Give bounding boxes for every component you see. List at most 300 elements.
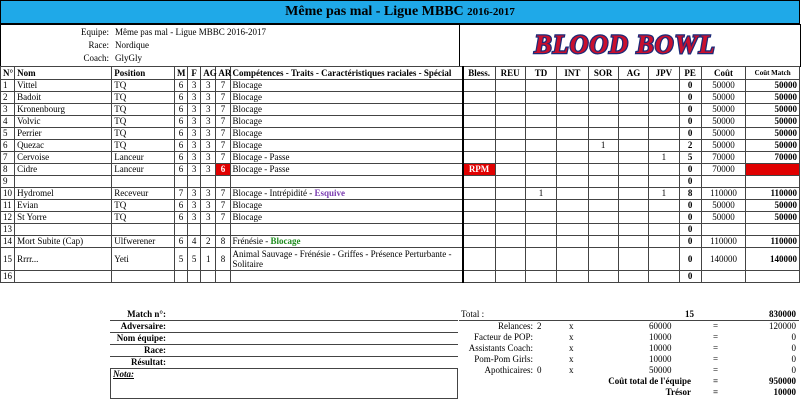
player-position: Lanceur xyxy=(112,164,175,176)
player-ar: 7 xyxy=(216,128,230,140)
skills-text: Frénésie - xyxy=(232,236,271,246)
player-td xyxy=(525,271,556,283)
col-nom: Nom xyxy=(15,67,112,80)
player-pe: 8 xyxy=(679,188,701,200)
player-cout-match xyxy=(746,224,800,236)
player-f: 3 xyxy=(188,104,201,116)
player-cout: 50000 xyxy=(701,80,746,92)
cost-eq: = xyxy=(713,365,719,375)
skills-text: Blocage - Intrépidité - xyxy=(232,188,315,198)
player-cout: 70000 xyxy=(701,152,746,164)
cost-label: Apothicaires: xyxy=(484,365,533,375)
player-m: 6 xyxy=(174,200,187,212)
player-f: 3 xyxy=(188,188,201,200)
player-f xyxy=(188,176,201,188)
player-ar: 7 xyxy=(216,104,230,116)
player-m: 6 xyxy=(174,80,187,92)
player-sor xyxy=(588,188,618,200)
player-ar: 7 xyxy=(216,80,230,92)
player-name xyxy=(15,224,112,236)
player-ag-stat xyxy=(618,128,648,140)
player-number: 15 xyxy=(1,248,15,271)
player-name: Cervoise xyxy=(15,152,112,164)
player-sor xyxy=(588,92,618,104)
player-skills xyxy=(230,164,463,176)
title-main: Même pas mal - Ligue MBBC xyxy=(285,4,464,19)
player-row xyxy=(1,92,800,104)
player-int xyxy=(557,80,588,92)
player-pe: 0 xyxy=(679,271,701,283)
race-label: Race: xyxy=(88,40,109,50)
player-m: 6 xyxy=(174,104,187,116)
player-ar xyxy=(216,176,230,188)
player-ag-stat xyxy=(618,224,648,236)
player-jpv xyxy=(649,248,679,271)
race-value: Nordique xyxy=(115,40,149,50)
col-ag2: AG xyxy=(618,67,648,80)
player-jpv xyxy=(649,92,679,104)
roster-header-row xyxy=(1,67,800,80)
match-row xyxy=(110,309,458,321)
total-cout: 830000 xyxy=(769,309,796,319)
player-skills xyxy=(230,236,463,248)
player-ag-stat xyxy=(618,200,648,212)
player-number: 5 xyxy=(1,128,15,140)
adversaire-label: Adversaire: xyxy=(120,321,166,331)
player-sor xyxy=(588,128,618,140)
player-cout: 50000 xyxy=(701,116,746,128)
player-bless xyxy=(463,128,495,140)
player-int xyxy=(557,188,588,200)
player-sor xyxy=(588,104,618,116)
player-row xyxy=(1,188,800,200)
player-m: 6 xyxy=(174,116,187,128)
player-ag: 3 xyxy=(201,80,216,92)
player-ag-stat xyxy=(618,92,648,104)
player-cout: 70000 xyxy=(701,164,746,176)
player-sor xyxy=(588,152,618,164)
player-cout-match: 50000 xyxy=(746,104,800,116)
player-td xyxy=(525,224,556,236)
skills-text: Blocage xyxy=(232,212,263,222)
player-f: 4 xyxy=(188,236,201,248)
equipe-value: Même pas mal - Ligue MBBC 2016-2017 xyxy=(115,27,266,37)
player-ag-stat xyxy=(618,164,648,176)
col-f: F xyxy=(188,67,201,80)
player-td xyxy=(525,80,556,92)
player-row xyxy=(1,128,800,140)
player-skills xyxy=(230,104,463,116)
player-cout-match: 50000 xyxy=(746,212,800,224)
race-adv-row xyxy=(110,345,458,357)
player-ag-stat xyxy=(618,116,648,128)
player-int xyxy=(557,92,588,104)
player-cout: 140000 xyxy=(701,248,746,271)
player-skills xyxy=(230,140,463,152)
player-name: Perrier xyxy=(15,128,112,140)
cost-unit: 10000 xyxy=(649,354,672,364)
col-bless: Bless. xyxy=(463,67,495,80)
player-ag-stat xyxy=(618,212,648,224)
player-sor xyxy=(588,116,618,128)
player-ag-stat xyxy=(618,271,648,283)
player-name: Cidre xyxy=(15,164,112,176)
player-ar xyxy=(216,271,230,283)
skills-text: Blocage xyxy=(232,92,263,102)
cost-label: Relances: xyxy=(498,321,533,331)
player-ag-stat xyxy=(618,176,648,188)
player-position: Receveur xyxy=(112,188,175,200)
player-position: TQ xyxy=(112,128,175,140)
player-jpv xyxy=(649,224,679,236)
player-cout-match: 50000 xyxy=(746,200,800,212)
player-pe: 0 xyxy=(679,200,701,212)
player-position: TQ xyxy=(112,212,175,224)
skill-gained: Blocage xyxy=(270,236,301,246)
cost-total: 0 xyxy=(791,365,796,375)
player-name: Badoit xyxy=(15,92,112,104)
player-ar: 7 xyxy=(216,200,230,212)
player-m: 6 xyxy=(174,212,187,224)
resultat-row xyxy=(110,357,458,369)
total-row xyxy=(459,309,799,321)
player-ar: 8 xyxy=(216,236,230,248)
player-ag: 3 xyxy=(201,200,216,212)
totals-panel xyxy=(459,309,799,398)
player-ar: 7 xyxy=(216,212,230,224)
player-skills xyxy=(230,116,463,128)
cost-times: x xyxy=(569,332,574,342)
player-m xyxy=(174,224,187,236)
player-reu xyxy=(495,116,525,128)
player-pe: 2 xyxy=(679,140,701,152)
player-ag-stat xyxy=(618,236,648,248)
cost-total: 120000 xyxy=(769,321,796,331)
player-f xyxy=(188,271,201,283)
player-skills xyxy=(230,80,463,92)
player-sor xyxy=(588,176,618,188)
player-pe: 0 xyxy=(679,116,701,128)
player-number: 14 xyxy=(1,236,15,248)
skills-text: Blocage xyxy=(232,140,263,150)
player-ar xyxy=(216,224,230,236)
player-cout-match: 50000 xyxy=(746,140,800,152)
player-bless xyxy=(463,271,495,283)
player-f: 3 xyxy=(188,140,201,152)
player-reu xyxy=(495,164,525,176)
player-number: 16 xyxy=(1,271,15,283)
team-cost-row xyxy=(459,376,799,387)
col-jpv: JPV xyxy=(649,67,679,80)
player-td xyxy=(525,164,556,176)
player-reu xyxy=(495,224,525,236)
player-cout xyxy=(701,271,746,283)
team-cost-value: 950000 xyxy=(769,376,796,386)
player-jpv xyxy=(649,116,679,128)
player-pe: 0 xyxy=(679,236,701,248)
team-cost-label: Coût total de l'équipe xyxy=(608,376,691,386)
player-ag: 3 xyxy=(201,116,216,128)
player-name: Volvic xyxy=(15,116,112,128)
cost-row xyxy=(459,365,799,376)
cost-label: Pom-Pom Girls: xyxy=(474,354,533,364)
coach-value: GlyGly xyxy=(115,53,142,63)
player-td xyxy=(525,92,556,104)
col-td: TD xyxy=(525,67,556,80)
player-name: St Yorre xyxy=(15,212,112,224)
player-pe: 0 xyxy=(679,248,701,271)
player-f xyxy=(188,224,201,236)
player-f: 3 xyxy=(188,164,201,176)
adversaire-row xyxy=(110,321,458,333)
player-ag: 3 xyxy=(201,104,216,116)
skill-gained: Esquive xyxy=(314,188,346,198)
logo-area xyxy=(459,24,801,67)
player-bless xyxy=(463,224,495,236)
player-number: 2 xyxy=(1,92,15,104)
player-pe: 0 xyxy=(679,104,701,116)
player-number: 4 xyxy=(1,116,15,128)
col-pe: PE xyxy=(679,67,701,80)
col-skills: Compétences - Traits - Caractéristiques raciales - Spécial xyxy=(230,67,463,80)
player-position: TQ xyxy=(112,80,175,92)
cost-qty: 2 xyxy=(537,321,542,331)
player-row xyxy=(1,271,800,283)
col-m: M xyxy=(174,67,187,80)
player-ar: 7 xyxy=(216,140,230,152)
player-ar: 7 xyxy=(216,152,230,164)
player-bless xyxy=(463,248,495,271)
player-ag-stat xyxy=(618,140,648,152)
skills-text: Blocage xyxy=(232,80,263,90)
cost-total: 0 xyxy=(791,332,796,342)
col-sor: SOR xyxy=(588,67,618,80)
player-reu xyxy=(495,152,525,164)
player-cout-match: 50000 xyxy=(746,116,800,128)
player-row xyxy=(1,236,800,248)
player-bless xyxy=(463,152,495,164)
player-ag: 1 xyxy=(201,248,216,271)
treasury-label: Trésor xyxy=(665,387,691,397)
player-reu xyxy=(495,128,525,140)
player-row xyxy=(1,212,800,224)
player-ag-stat xyxy=(618,152,648,164)
player-int xyxy=(557,104,588,116)
player-ag: 3 xyxy=(201,164,216,176)
player-jpv xyxy=(649,128,679,140)
player-ag-stat xyxy=(618,80,648,92)
player-number: 8 xyxy=(1,164,15,176)
player-sor xyxy=(588,80,618,92)
player-cout-match: 50000 xyxy=(746,92,800,104)
cost-label: Facteur de POP: xyxy=(474,332,533,342)
player-name: Hydromel xyxy=(15,188,112,200)
player-f: 3 xyxy=(188,152,201,164)
player-m xyxy=(174,176,187,188)
player-skills xyxy=(230,224,463,236)
player-cout xyxy=(701,224,746,236)
player-int xyxy=(557,248,588,271)
player-bless xyxy=(463,116,495,128)
cost-unit: 10000 xyxy=(649,332,672,342)
col-cout: Coût xyxy=(701,67,746,80)
player-cout: 50000 xyxy=(701,104,746,116)
logo-text: BLOOD BOWL xyxy=(534,30,716,59)
player-jpv xyxy=(649,140,679,152)
player-cout: 50000 xyxy=(701,212,746,224)
cost-times: x xyxy=(569,343,574,353)
player-cout-match: 110000 xyxy=(746,188,800,200)
player-reu xyxy=(495,176,525,188)
player-number: 1 xyxy=(1,80,15,92)
player-name: Mort Subite (Cap) xyxy=(15,236,112,248)
skills-text: Blocage xyxy=(232,200,263,210)
player-sor: 1 xyxy=(588,140,618,152)
team-cost-eq: = xyxy=(713,376,719,386)
cost-total: 0 xyxy=(791,354,796,364)
player-ag-stat xyxy=(618,188,648,200)
total-label: Total : xyxy=(461,309,485,319)
skills-text: Blocage - Passe xyxy=(232,164,290,174)
player-ar: 7 xyxy=(216,116,230,128)
nota-box xyxy=(110,369,458,399)
player-f: 3 xyxy=(188,116,201,128)
player-pe: 0 xyxy=(679,212,701,224)
player-int xyxy=(557,116,588,128)
col-num: N° xyxy=(1,67,15,80)
player-td xyxy=(525,176,556,188)
player-jpv xyxy=(649,80,679,92)
player-reu xyxy=(495,271,525,283)
player-td xyxy=(525,248,556,271)
player-bless xyxy=(463,176,495,188)
player-number: 7 xyxy=(1,152,15,164)
player-position: Yeti xyxy=(112,248,175,271)
player-row xyxy=(1,164,800,176)
skills-text: Blocage xyxy=(232,128,263,138)
player-row xyxy=(1,116,800,128)
player-skills xyxy=(230,188,463,200)
player-int xyxy=(557,164,588,176)
cost-times: x xyxy=(569,354,574,364)
player-m: 6 xyxy=(174,152,187,164)
player-jpv xyxy=(649,104,679,116)
player-skills xyxy=(230,200,463,212)
team-header xyxy=(0,24,460,67)
player-td xyxy=(525,104,556,116)
player-number: 3 xyxy=(1,104,15,116)
player-m: 5 xyxy=(174,248,187,271)
player-name: Quezac xyxy=(15,140,112,152)
col-ag: AG xyxy=(201,67,216,80)
player-int xyxy=(557,224,588,236)
player-ag: 3 xyxy=(201,188,216,200)
col-cout-match: Coût Match xyxy=(746,67,800,80)
cost-unit: 60000 xyxy=(649,321,672,331)
player-skills xyxy=(230,128,463,140)
nom-equipe-label: Nom équipe: xyxy=(116,333,166,343)
player-skills xyxy=(230,152,463,164)
player-m: 6 xyxy=(174,128,187,140)
cost-eq: = xyxy=(713,343,719,353)
player-cout-match xyxy=(746,176,800,188)
player-sor xyxy=(588,236,618,248)
cost-times: x xyxy=(569,365,574,375)
player-position: Ulfwerener xyxy=(112,236,175,248)
treasury-row xyxy=(459,387,799,398)
player-ag: 3 xyxy=(201,128,216,140)
cost-row xyxy=(459,321,799,332)
cost-rows xyxy=(459,321,799,376)
skills-text: Blocage xyxy=(232,116,263,126)
treasury-eq: = xyxy=(713,387,719,397)
player-cout: 50000 xyxy=(701,92,746,104)
player-reu xyxy=(495,140,525,152)
equipe-label: Equipe: xyxy=(81,27,109,37)
player-cout-match xyxy=(746,164,800,176)
player-f: 3 xyxy=(188,200,201,212)
player-jpv: 1 xyxy=(649,152,679,164)
player-skills xyxy=(230,271,463,283)
player-ag-stat xyxy=(618,248,648,271)
player-row xyxy=(1,80,800,92)
player-reu xyxy=(495,188,525,200)
player-cout-match: 110000 xyxy=(746,236,800,248)
player-td xyxy=(525,116,556,128)
player-bless xyxy=(463,188,495,200)
player-name xyxy=(15,271,112,283)
coach-label: Coach: xyxy=(83,53,109,63)
player-bless xyxy=(463,236,495,248)
player-cout-match: 50000 xyxy=(746,128,800,140)
player-bless xyxy=(463,92,495,104)
player-ag: 3 xyxy=(201,152,216,164)
nom-equipe-row xyxy=(110,333,458,345)
player-reu xyxy=(495,104,525,116)
player-sor xyxy=(588,200,618,212)
player-reu xyxy=(495,212,525,224)
player-row xyxy=(1,200,800,212)
player-reu xyxy=(495,80,525,92)
cost-label: Assistants Coach: xyxy=(468,343,533,353)
cost-eq: = xyxy=(713,354,719,364)
player-int xyxy=(557,176,588,188)
cost-total: 0 xyxy=(791,343,796,353)
player-jpv xyxy=(649,271,679,283)
player-m: 6 xyxy=(174,236,187,248)
player-int xyxy=(557,128,588,140)
player-number: 10 xyxy=(1,188,15,200)
player-int xyxy=(557,152,588,164)
player-sor xyxy=(588,212,618,224)
player-td xyxy=(525,200,556,212)
player-cout: 50000 xyxy=(701,140,746,152)
player-jpv xyxy=(649,176,679,188)
player-position xyxy=(112,224,175,236)
player-jpv xyxy=(649,164,679,176)
player-row xyxy=(1,248,800,271)
player-ag: 3 xyxy=(201,140,216,152)
player-m: 6 xyxy=(174,164,187,176)
player-skills xyxy=(230,248,463,271)
cost-unit: 50000 xyxy=(649,365,672,375)
cost-row xyxy=(459,354,799,365)
player-pe: 0 xyxy=(679,176,701,188)
sheet-title xyxy=(0,0,800,24)
player-td xyxy=(525,128,556,140)
player-bless xyxy=(463,80,495,92)
skills-text: Blocage xyxy=(232,104,263,114)
